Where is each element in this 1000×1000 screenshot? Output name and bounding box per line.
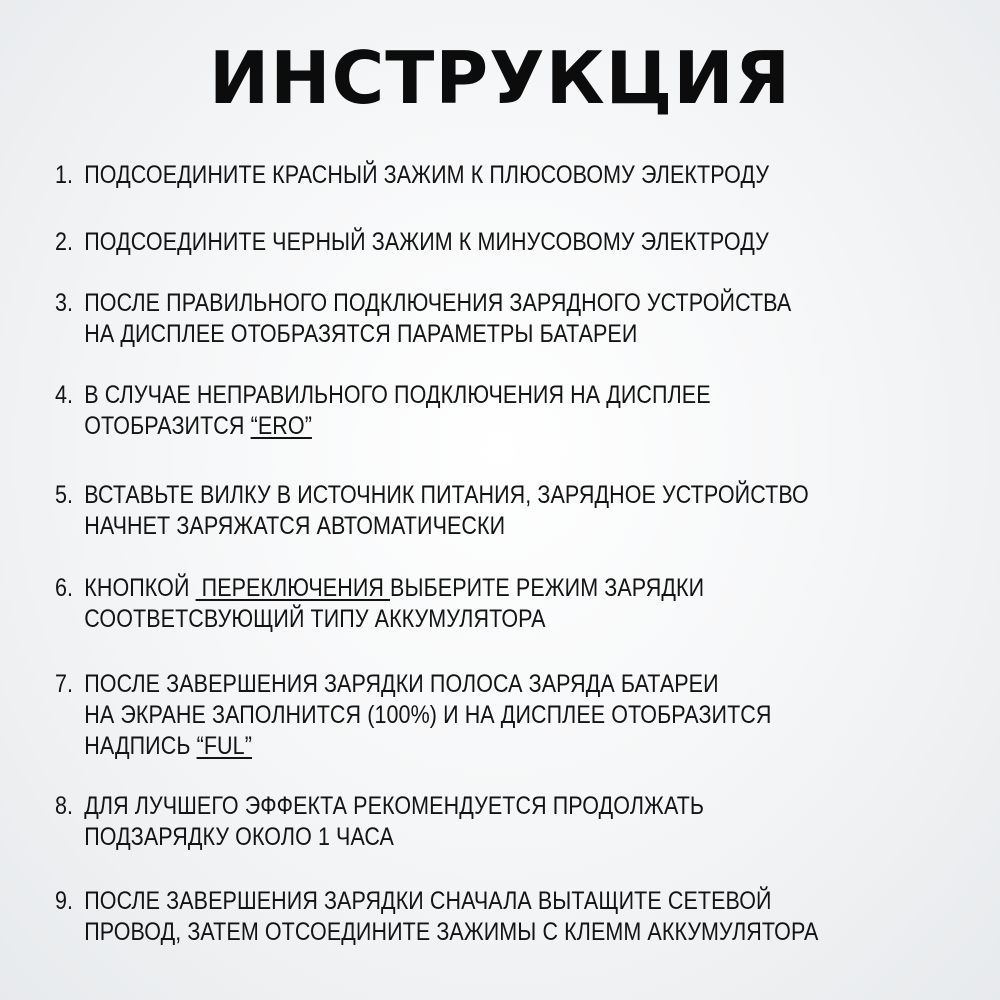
step-text-prefix: ОТОБРАЗИТСЯ: [84, 412, 251, 440]
step-number: 6.: [55, 574, 74, 602]
switch-button-label: ПЕРЕКЛЮЧЕНИЯ: [195, 574, 391, 602]
step-text: ПОСЛЕ ЗАВЕРШЕНИЯ ЗАРЯДКИ СНАЧАЛА ВЫТАЩИТЕ СЕТЕВОЙ: [84, 887, 772, 915]
step-5: [55, 480, 846, 542]
step-7: [55, 669, 846, 762]
step-text: ПОДСОЕДИНИТЕ КРАСНЫЙ ЗАЖИМ К ПЛЮСОВОМУ ЭЛЕКТРОДУ: [84, 161, 770, 189]
step-number: 1.: [55, 161, 74, 189]
step-number: 8.: [55, 792, 74, 820]
step-1: [55, 160, 846, 191]
step-text-continued: НАЧНЕТ ЗАРЯЖАТСЯ АВТОМАТИЧЕСКИ: [84, 512, 506, 540]
step-number: 3.: [55, 289, 74, 317]
display-code-ero: “ERO”: [250, 412, 312, 440]
step-2: [55, 227, 846, 258]
step-9: [55, 886, 846, 948]
step-text-continued: ПРОВОД, ЗАТЕМ ОТСОЕДИНИТЕ ЗАЖИМЫ С КЛЕММ АККУМУЛЯТОРА: [84, 918, 819, 946]
step-text: ВСТАВЬТЕ ВИЛКУ В ИСТОЧНИК ПИТАНИЯ, ЗАРЯДНОЕ УСТРОЙСТВО: [84, 481, 809, 509]
display-code-ful: “FUL”: [196, 732, 252, 760]
step-text-prefix: НАДПИСЬ: [84, 732, 197, 760]
step-number: 9.: [55, 887, 74, 915]
step-text: В СЛУЧАЕ НЕПРАВИЛЬНОГО ПОДКЛЮЧЕНИЯ НА ДИСПЛЕЕ: [84, 381, 711, 409]
step-text: ДЛЯ ЛУЧШЕГО ЭФФЕКТА РЕКОМЕНДУЕТСЯ ПРОДОЛЖАТЬ: [84, 792, 705, 820]
step-text-continued: ПОДЗАРЯДКУ ОКОЛО 1 ЧАСА: [84, 823, 394, 851]
step-number: 5.: [55, 481, 74, 509]
step-6: [55, 573, 846, 635]
step-text-continued: НА ДИСПЛЕЕ ОТОБРАЗЯТСЯ ПАРАМЕТРЫ БАТАРЕИ: [84, 320, 638, 348]
step-text: ПОСЛЕ ПРАВИЛЬНОГО ПОДКЛЮЧЕНИЯ ЗАРЯДНОГО УСТРОЙСТВА: [84, 289, 792, 317]
step-text: ПОДСОЕДИНИТЕ ЧЕРНЫЙ ЗАЖИМ К МИНУСОВОМУ ЭЛЕКТРОДУ: [84, 228, 769, 256]
step-text-continued: [55, 411, 846, 442]
step-text-prefix: КНОПКОЙ: [84, 574, 196, 602]
step-number: 2.: [55, 228, 74, 256]
step-text-continued: СООТВЕТСВУЮЩИЙ ТИПУ АККУМУЛЯТОРА: [84, 605, 546, 633]
page-title: ИНСТРУКЦИЯ: [208, 36, 792, 120]
step-text: ПОСЛЕ ЗАВЕРШЕНИЯ ЗАРЯДКИ ПОЛОСА ЗАРЯДА БАТАРЕИ: [84, 670, 719, 698]
step-number: 4.: [55, 381, 74, 409]
step-3: [55, 288, 846, 350]
step-number: 7.: [55, 670, 74, 698]
step-text-continued-2: [55, 731, 846, 762]
step-text-continued: НА ЭКРАНЕ ЗАПОЛНИТСЯ (100%) И НА ДИСПЛЕЕ ОТОБРАЗИТСЯ: [84, 701, 772, 729]
step-8: [55, 791, 846, 853]
step-text-suffix: ВЫБЕРИТЕ РЕЖИМ ЗАРЯДКИ: [390, 574, 705, 602]
step-4: [55, 380, 846, 442]
